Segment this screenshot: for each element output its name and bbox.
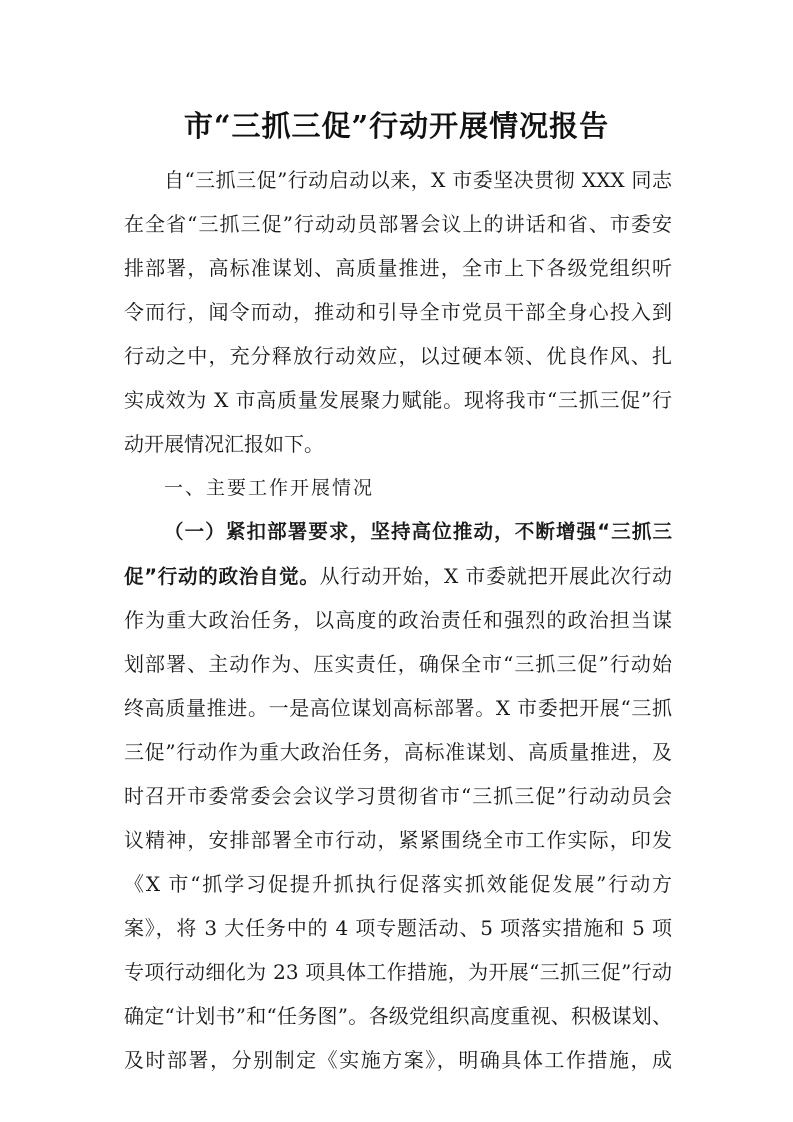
intro-line: 令而行，闻令而动，推动和引导全市党员干部全身心投入到 xyxy=(124,300,672,324)
intro-line: 排部署，高标准谋划、高质量推进，全市上下各级党组织听 xyxy=(124,256,672,280)
body-line: 终高质量推进。一是高位谋划高标部署。X 市委把开展“三抓 xyxy=(124,696,672,720)
intro-line: 动开展情况汇报如下。 xyxy=(124,432,324,456)
body-line: 确定“计划书”和“任务图”。各级党组织高度重视、积极谋划、 xyxy=(124,1004,672,1028)
body-line: 专项行动细化为 23 项具体工作措施，为开展“三抓三促”行动 xyxy=(124,960,672,984)
intro-line: 行动之中，充分释放行动效应，以过硬本领、优良作风、扎 xyxy=(124,344,672,368)
body-text: 从行动开始，X 市委就把开展此次行动 xyxy=(319,564,672,588)
subsection-heading-continuation xyxy=(124,554,672,598)
body-line: 三促”行动作为重大政治任务，高标准谋划、高质量推进，及 xyxy=(124,740,672,764)
document-title: 市“三抓三促”行动开展情况报告 xyxy=(183,109,610,143)
body-line: 时召开市委常委会会议学习贯彻省市“三抓三促”行动动员会 xyxy=(124,784,672,808)
section-heading: 一、主要工作开展情况 xyxy=(164,477,375,499)
intro-line: 实成效为 X 市高质量发展聚力赋能。现将我市“三抓三促”行 xyxy=(124,388,672,412)
intro-line: 自“三抓三促”行动启动以来，X 市委坚决贯彻 XXX 同志 xyxy=(164,168,672,192)
intro-line: 在全省“三抓三促”行动动员部署会议上的讲话和省、市委安 xyxy=(124,212,672,236)
body-line: 划部署、主动作为、压实责任，确保全市“三抓三促”行动始 xyxy=(124,652,672,676)
body-line: 及时部署，分别制定《实施方案》，明确具体工作措施，成 xyxy=(124,1048,672,1072)
body-line: 作为重大政治任务，以高度的政治责任和强烈的政治担当谋 xyxy=(124,608,672,632)
body-line: 案》，将 3 大任务中的 4 项专题活动、5 项落实措施和 5 项 xyxy=(124,916,672,940)
body-line: 议精神，安排部署全市行动，紧紧围绕全市工作实际，印发 xyxy=(124,828,672,852)
body-line: 《X 市“抓学习促提升抓执行促落实抓效能促发展”行动方 xyxy=(124,872,672,896)
subsection-heading: （一）紧扣部署要求，坚持高位推动，不断增强“三抓三 xyxy=(164,520,672,543)
subsection-heading-end: 促”行动的政治自觉。 xyxy=(124,565,320,588)
